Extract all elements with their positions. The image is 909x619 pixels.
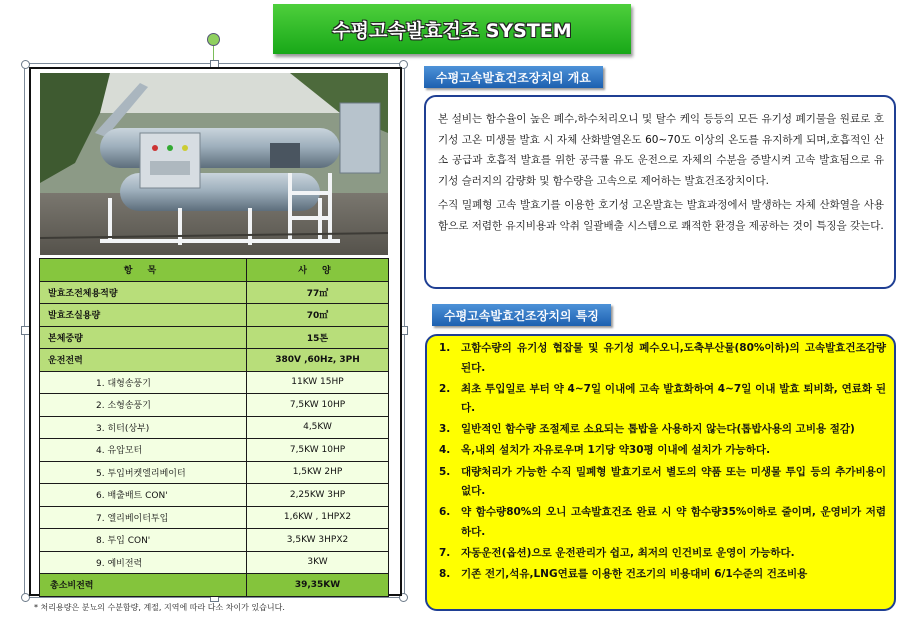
spec-table [39,258,389,597]
table-cell: 70㎥ [247,304,389,327]
feature-text: 기존 전기,석유,LNG연료를 이용한 건조기의 비용대비 6/1수준의 건조비용 [461,568,808,581]
feature-text: 자동운전(옵션)으로 운전관리가 쉽고, 최저의 인건비로 운영이 가능하다. [461,546,795,559]
feature-item [439,544,886,564]
feature-number: 4. [439,444,451,457]
feature-text: 최초 투입일로 부터 약 4~7일 이내에 고속 발효화하여 4~7일 이내 발효 퇴비화, 연료화 된다. [461,382,886,415]
table-header-cell: 사 양 [247,259,389,282]
feature-number: 1. [439,342,451,354]
table-header-row [40,259,389,282]
table-cell: 380V ,60Hz, 3PH [247,349,389,372]
features-list [439,339,886,585]
overview-heading-text: 수평고속발효건조장치의 개요 [436,70,591,85]
table-row [40,551,389,574]
table-row [40,371,389,394]
table-row [40,394,389,417]
table-cell: 1. 대형송풍기 [40,371,247,394]
table-row [40,529,389,552]
feature-number: 3. [439,423,451,436]
table-cell: 7,5KW 10HP [247,439,389,462]
feature-number: 7. [439,546,451,559]
table-cell: 총소비전력 [40,574,247,597]
table-cell: 3,5KW 3HPX2 [247,529,389,552]
table-cell: 2. 소형송풍기 [40,394,247,417]
table-cell: 운전전력 [40,349,247,372]
feature-text: 옥,내외 설치가 자유로우며 1기당 약30평 이내에 설치가 가능하다. [461,444,771,457]
feature-item [439,441,886,461]
table-cell: 3KW [247,551,389,574]
feature-number: 8. [439,568,451,581]
table-cell: 11KW 15HP [247,371,389,394]
feature-item [439,339,886,378]
table-cell: 4,5KW [247,416,389,439]
features-heading [432,304,611,326]
feature-text: 약 함수량80%의 오니 고속발효건조 완료 시 약 함수량35%이하로 줄이며, 운영비가 저렴하다. [461,506,886,538]
feature-item [439,565,886,585]
table-cell: 7. 엘리베이터투입 [40,506,247,529]
features-box [425,334,896,611]
table-cell: 5. 투입버켓엘리베이터 [40,461,247,484]
feature-number: 2. [439,382,451,395]
feature-text: 고함수량의 유기성 협잡물 및 유기성 폐수오니,도축부산물(80%이하)의 고속발효건조감량된다. [461,342,886,374]
table-row [40,461,389,484]
overview-box [424,95,896,289]
table-cell: 1,6KW , 1HPX2 [247,506,389,529]
feature-item [439,420,886,440]
table-cell: 발효조실용량 [40,304,247,327]
footnote: * 처리용량은 분뇨의 수분함량, 계절, 지역에 따라 다소 차이가 있습니다. [34,603,285,612]
overview-paragraph: 수직 밀폐형 고속 발효기를 이용한 호기성 고온발효는 발효과정에서 발생하는 자체 산화열을 사용함으로 저렴한 유지비용과 악취 일괄배출 시스템으로 쾌적한 환경을 제공하는 것이 특징을 갖는다. [438,199,884,232]
table-cell: 본체중량 [40,326,247,349]
table-cell: 15톤 [247,326,389,349]
equipment-photo [40,73,388,255]
title-banner [273,4,631,54]
feature-number: 6. [439,506,451,519]
table-total-row [40,574,389,597]
features-heading-text: 수평고속발효건조장치의 특징 [444,308,599,323]
table-row [40,349,389,372]
table-cell: 4. 유압모터 [40,439,247,462]
feature-text: 대량처리가 가능한 수직 밀폐형 발효기로서 별도의 약품 또는 미생물 투입 등의 추가비용이 없다. [461,465,886,498]
page-title: 수평고속발효건조 SYSTEM [332,19,572,42]
table-cell: 9. 예비전력 [40,551,247,574]
overview-paragraph: 본 설비는 함수율이 높은 폐수,하수처리오니 및 탈수 케익 등등의 모든 유기성 폐기물을 원료로 호기성 고온 미생물 발효 시 자체 산화발열온도 60~70도 이상의 온도를 유지하게 되며,호흡적인 산소 공급과 호흡적 발효를 위한 공극률 유도 운전으로 자체의 수분을 증발시켜 고속 발효됨으로 유기성 슬러지의 감량화 및 함수량을 고속으로 제어하는 발효건조장치이다. [438,113,884,187]
feature-item [439,503,886,542]
feature-item [439,380,886,419]
table-cell: 77㎥ [247,281,389,304]
table-row [40,439,389,462]
table-cell: 발효조전체용적량 [40,281,247,304]
overview-heading [424,66,603,88]
table-row [40,281,389,304]
table-row [40,326,389,349]
table-cell: 8. 투입 CON' [40,529,247,552]
table-header-cell: 항 목 [40,259,247,282]
table-cell: 3. 히터(상부) [40,416,247,439]
table-row [40,416,389,439]
feature-number: 5. [439,465,451,478]
table-row [40,484,389,507]
feature-text: 일반적인 함수량 조절제로 소요되는 톱밥을 사용하지 않는다(톱밥사용의 고비용 절감) [461,423,855,436]
table-row [40,506,389,529]
table-cell: 1,5KW 2HP [247,461,389,484]
table-cell: 6. 배출배트 CON' [40,484,247,507]
table-cell: 7,5KW 10HP [247,394,389,417]
table-cell: 39,35KW [247,574,389,597]
feature-item [439,463,886,502]
rotation-handle[interactable] [207,33,220,46]
table-cell: 2,25KW 3HP [247,484,389,507]
table-row [40,304,389,327]
